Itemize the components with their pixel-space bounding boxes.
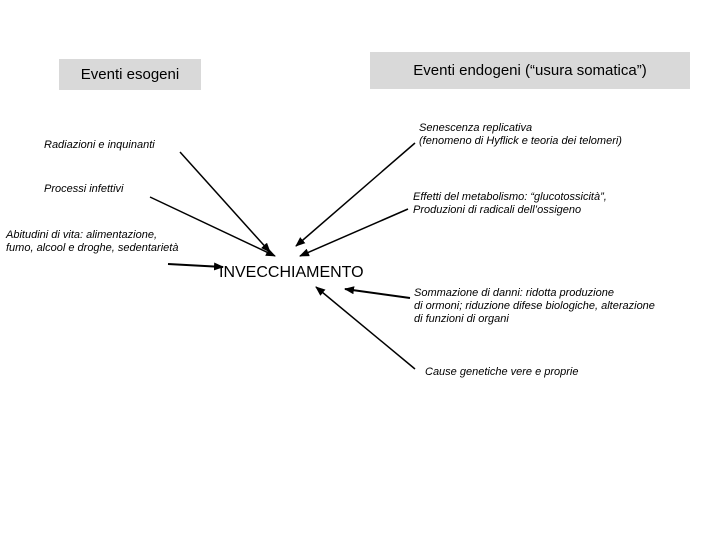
infections-label: Processi infettivi xyxy=(44,183,124,195)
damage-line-3: di funzioni di organi xyxy=(414,313,509,325)
metabolism-line-2: Produzioni di radicali dell’ossigeno xyxy=(413,204,582,216)
senescence-line-2: (fenomeno di Hyflick e teoria dei telomeri) xyxy=(419,135,622,147)
arrow-lifestyle xyxy=(168,264,223,267)
endogenous-events-label: Eventi endogeni (“usura somatica”) xyxy=(413,62,647,79)
radiation-label: Radiazioni e inquinanti xyxy=(44,139,155,151)
lifestyle-line-2: fumo, alcool e droghe, sedentarietà xyxy=(6,242,179,254)
metabolism-line-1: Effetti del metabolismo: “glucotossicità”, xyxy=(413,191,607,203)
damage-line-1: Sommazione di danni: ridotta produzione xyxy=(414,287,614,299)
damage-line-2: di ormoni; riduzione difese biologiche, alterazione xyxy=(414,300,655,312)
arrow-radiation xyxy=(180,152,270,252)
exogenous-events-label: Eventi esogeni xyxy=(80,66,180,83)
arrow-senescence xyxy=(296,143,415,246)
arrow-infections xyxy=(150,197,275,256)
lifestyle-line-1: Abitudini di vita: alimentazione, xyxy=(6,229,158,241)
arrow-metabolism xyxy=(300,209,408,256)
aging-center-label: INVECCHIAMENTO xyxy=(219,264,364,281)
genetic-label: Cause genetiche vere e proprie xyxy=(425,366,579,378)
arrow-damage xyxy=(345,289,410,298)
senescence-line-1: Senescenza replicativa xyxy=(419,122,533,134)
arrow-genetic xyxy=(316,287,415,369)
